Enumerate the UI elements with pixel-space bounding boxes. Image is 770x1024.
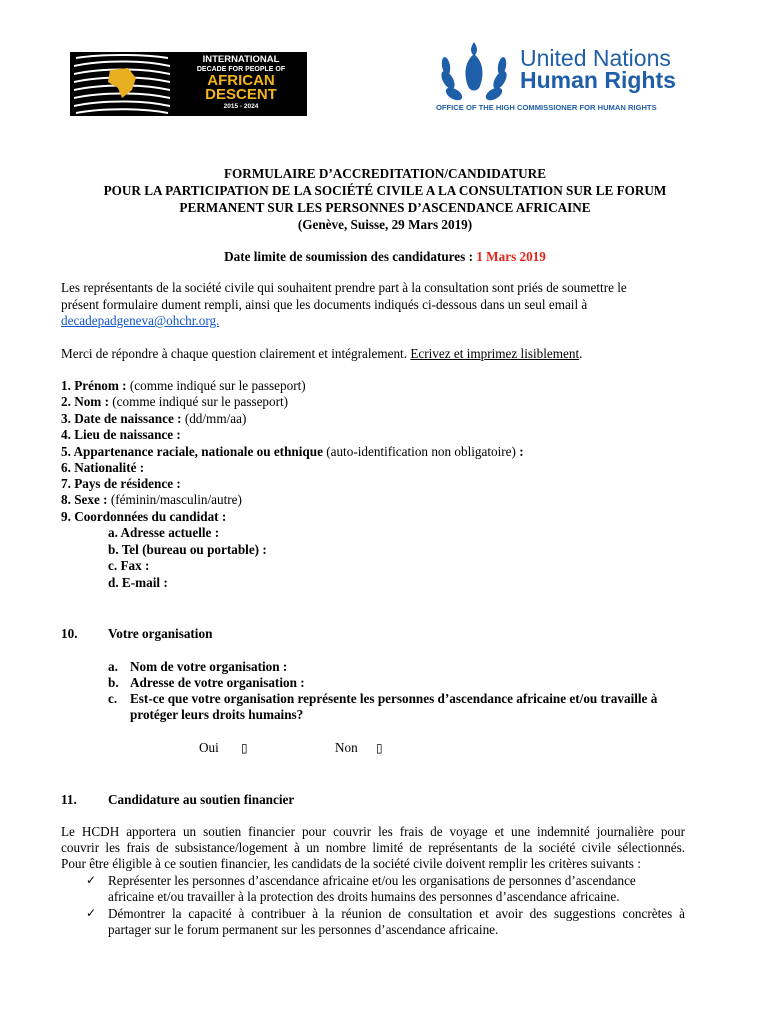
question-firstname	[61, 378, 306, 394]
form-title-line4: (Genève, Suisse, 29 Mars 2019)	[297, 217, 473, 232]
contact-address: a. Adresse actuelle :	[108, 525, 220, 540]
section10-number: 10.	[61, 626, 78, 641]
question-label: 3. Date de naissance :	[61, 411, 182, 426]
question-label: 9. Coordonnées du candidat :	[61, 509, 227, 524]
instruction-underlined: Ecrivez et imprimez lisiblement	[410, 346, 580, 361]
non-label: Non	[335, 740, 358, 755]
intro-line2: présent formulaire dument rempli, ainsi que les documents indiqués ci-dessous dans un seul email à	[61, 297, 588, 312]
item-letter: b.	[108, 675, 119, 690]
iddpad-line3: AFRICAN	[207, 72, 275, 89]
section10-title: Votre organisation	[108, 626, 213, 641]
un-emblem-icon	[434, 40, 514, 110]
question-note: (auto-identification non obligatoire)	[322, 444, 520, 459]
question-ethnicity	[61, 444, 524, 460]
question-contact	[61, 509, 226, 525]
question-note: (féminin/masculin/autre)	[107, 492, 242, 507]
question-label: 6. Nationalité :	[61, 460, 145, 475]
question-label: 7. Pays de résidence :	[61, 476, 181, 491]
question-birthplace	[61, 427, 181, 443]
checkmark-icon: ✓	[86, 873, 97, 887]
question-colon: :	[519, 444, 524, 459]
item-text: Adresse de votre organisation :	[130, 675, 305, 690]
un-logo-line1: United Nations	[520, 45, 671, 71]
form-title-line2: POUR LA PARTICIPATION DE LA SOCIÉTÉ CIVILE A LA CONSULTATION SUR LE FORUM	[103, 183, 667, 198]
un-logo-subtitle: OFFICE OF THE HIGH COMMISSIONER FOR HUMAN RIGHTS	[436, 103, 657, 112]
iddpad-line2: DECADE FOR PEOPLE OF	[196, 66, 286, 73]
form-title-line3: PERMANENT SUR LES PERSONNES D’ASCENDANCE AFRICAINE	[179, 200, 591, 215]
oui-label: Oui	[199, 740, 219, 755]
iddpad-line4: DESCENT	[205, 86, 277, 103]
checkmark-icon: ✓	[86, 906, 97, 920]
item-text: Est-ce que votre organisation représente les personnes d’ascendance africaine et/ou travaille à	[130, 691, 658, 706]
question-label: 1. Prénom :	[61, 378, 127, 393]
question-label: 4. Lieu de naissance :	[61, 427, 181, 442]
section10-item-c	[108, 691, 657, 707]
oui-checkbox[interactable]: ▯	[241, 741, 248, 755]
contact-phone: b. Tel (bureau ou portable) :	[108, 542, 267, 557]
bullet2-line1: Démontrer la capacité à contribuer à la réunion de consultation et avoir des suggestions concrètes à	[108, 906, 685, 921]
bullet2-line2: partager sur le forum permanent sur les personnes d’ascendance africaine.	[108, 922, 499, 937]
deadline	[0, 248, 770, 265]
section11-para-line3: Pour être éligible à ce soutien financier, les candidats de la société civile doivent remplir les critères suivants :	[61, 856, 641, 871]
deadline-date: 1 Mars 2019	[476, 249, 546, 264]
section10-item-b	[108, 675, 305, 691]
iddpad-years: 2015 - 2024	[223, 103, 259, 110]
question-residence	[61, 476, 181, 492]
section11-para-line2: couvrir les frais de subsistance/logement à un nombre limité de représentants de la société civile sélectionnés.	[61, 840, 685, 855]
item-letter: c.	[108, 691, 118, 706]
question-note: (dd/mm/aa)	[181, 411, 247, 426]
contact-fax: c. Fax :	[108, 558, 150, 573]
instruction-end: .	[579, 346, 583, 361]
iddpad-logo	[70, 52, 307, 116]
section11-para-line1: Le HCDH apportera un soutien financier pour couvrir les frais de voyage et une indemnité journalière pour	[61, 824, 685, 839]
question-label: 2. Nom :	[61, 394, 109, 409]
section11-title: Candidature au soutien financier	[108, 792, 295, 807]
section11-number: 11.	[61, 792, 77, 807]
question-birthdate	[61, 411, 246, 427]
item-text: Nom de votre organisation :	[130, 659, 288, 674]
form-title-line1: FORMULAIRE D’ACCREDITATION/CANDIDATURE	[223, 166, 546, 181]
bullet1-line1: Représenter les personnes d’ascendance africaine et/ou les organisations de personnes d’ascendance	[108, 873, 636, 888]
question-label: 8. Sexe :	[61, 492, 108, 507]
intro-line1: Les représentants de la société civile qui souhaitent prendre part à la consultation sont priés de soumettre le	[61, 280, 627, 295]
instruction-text: Merci de répondre à chaque question clairement et intégralement.	[61, 346, 411, 361]
contact-email-link[interactable]: decadepadgeneva@ohchr.org.	[61, 313, 220, 328]
instruction	[61, 346, 582, 362]
section10-item-c-cont: protéger leurs droits humains?	[130, 707, 304, 722]
item-letter: a.	[108, 659, 118, 674]
question-nationality	[61, 460, 144, 476]
contact-email: d. E-mail :	[108, 575, 168, 590]
section10-item-a	[108, 659, 287, 675]
question-lastname	[61, 394, 288, 410]
question-note: (comme indiqué sur le passeport)	[126, 378, 306, 393]
un-logo-line2: Human Rights	[520, 67, 676, 93]
deadline-label: Date limite de soumission des candidatures :	[224, 249, 477, 264]
question-note: (comme indiqué sur le passeport)	[108, 394, 289, 409]
bullet1-line2: africaine et/ou travailler à la protection des droits humains des personnes d’ascendance africaine.	[108, 889, 620, 904]
form-title	[0, 165, 770, 233]
non-checkbox[interactable]: ▯	[376, 741, 383, 755]
question-label: 5. Appartenance raciale, nationale ou ethnique	[61, 444, 323, 459]
question-sex	[61, 492, 242, 508]
iddpad-line1: INTERNATIONAL	[202, 54, 280, 65]
un-human-rights-logo	[430, 40, 710, 125]
